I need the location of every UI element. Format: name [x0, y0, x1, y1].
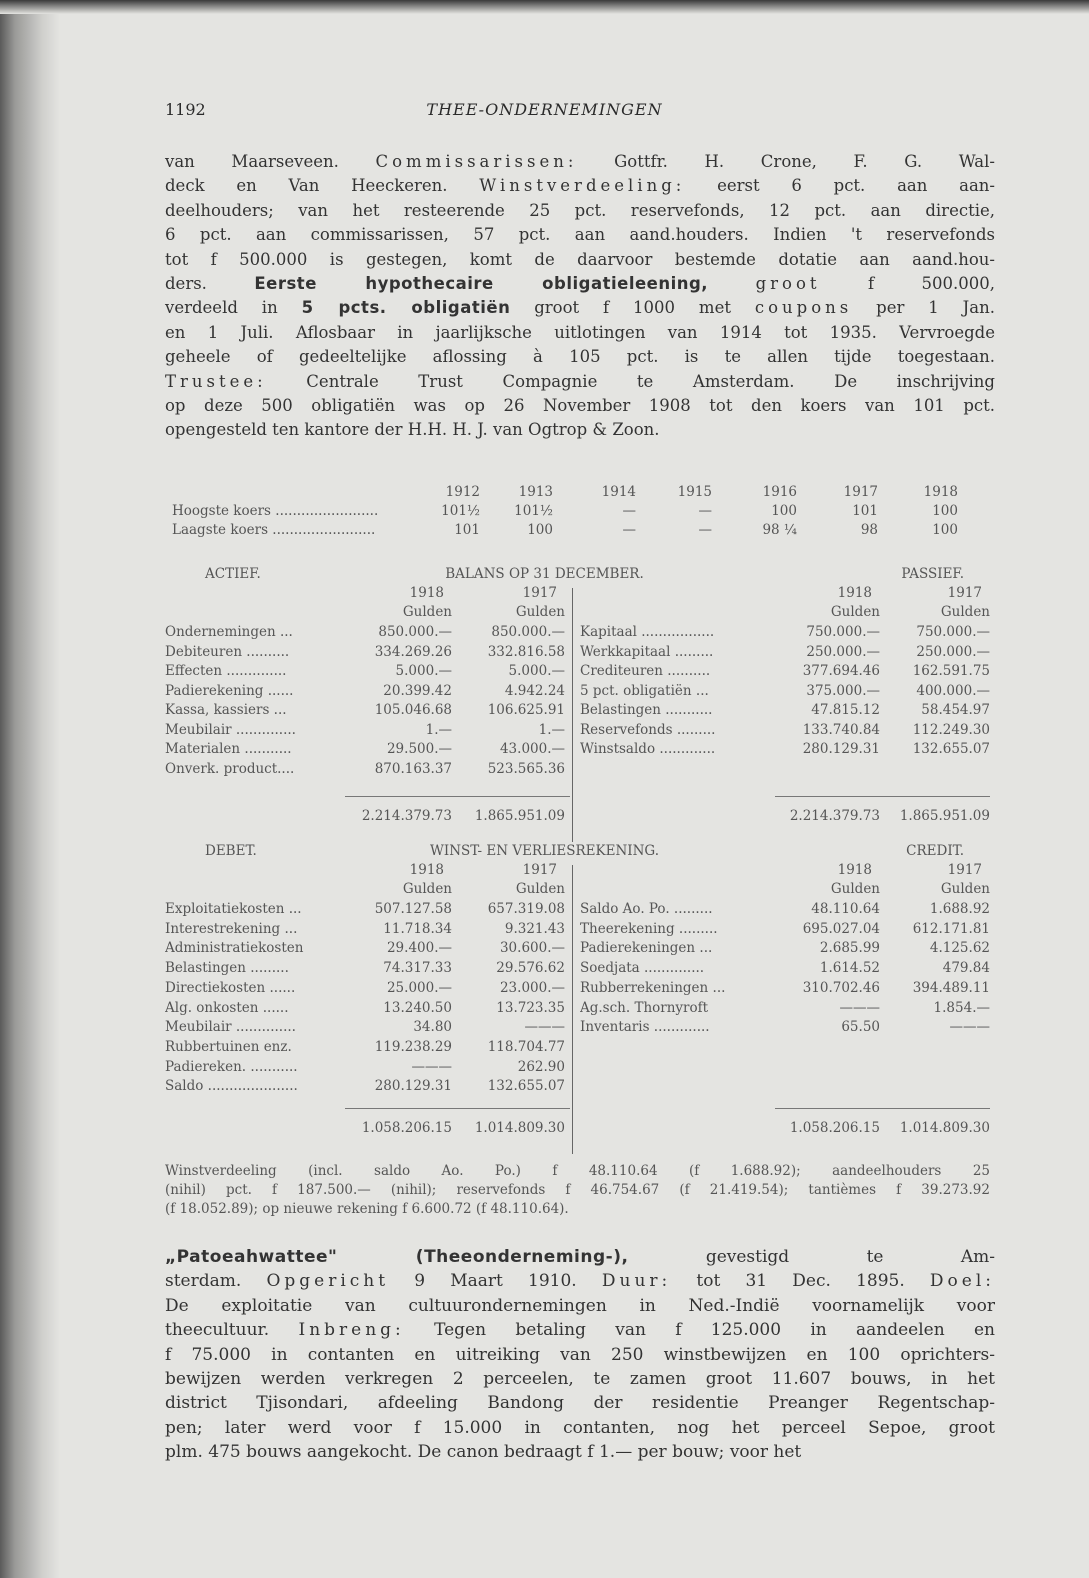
- text-segment: geheele of gedeeltelijke aflossing à 105 pct. is te allen tijde toegestaan.: [165, 347, 995, 367]
- row-label: Saldo Ao. Po. .........: [580, 901, 713, 917]
- year-label: 1915: [677, 484, 712, 500]
- value-1918: 11.718.34: [383, 920, 452, 937]
- value-1917: 612.171.81: [912, 920, 990, 937]
- balans-table: [0, 566, 1089, 826]
- bold-heading: Eerste hypothecaire obligatieleening,: [254, 273, 709, 293]
- note-line: Winstverdeeling (incl. saldo Ao. Po.) f 48.110.64 (f 1.688.92); aandeelhouders 25: [165, 1163, 990, 1179]
- row-label: Rubberrekeningen ...: [580, 979, 726, 996]
- year-label: 1918: [837, 862, 872, 878]
- bold-heading: 5 pcts. obligatiën: [301, 298, 511, 318]
- value-1917: 13.723.35: [496, 999, 565, 1016]
- row-label: Meubilair ..............: [165, 721, 296, 738]
- value-1917: 1.688.92: [929, 901, 990, 917]
- text-segment: theecultuur.: [165, 1320, 299, 1341]
- value-1918: 65.50: [841, 1019, 880, 1036]
- unit-label: Gulden: [940, 881, 990, 897]
- text-segment: 9 Maart 1910.: [389, 1271, 602, 1292]
- koers-value: 101½: [441, 503, 480, 519]
- spaced-term: Winstverdeeling:: [479, 176, 686, 196]
- spaced-term: Duur:: [601, 1271, 672, 1292]
- total-value: 1.058.206.15: [361, 1120, 452, 1136]
- spaced-term: Trustee:: [165, 371, 267, 391]
- page-top-shadow: [0, 0, 1089, 14]
- text-line: [165, 1440, 995, 1464]
- text-segment: f 500.000,: [820, 273, 996, 293]
- value-1917: 400.000.—: [916, 682, 990, 699]
- value-1917: 479.84: [942, 960, 990, 977]
- row-label: Theerekening .........: [580, 920, 718, 937]
- spaced-term: Doel:: [929, 1271, 995, 1292]
- text-line: [165, 272, 995, 296]
- value-1918: ———: [411, 1058, 452, 1075]
- value-1918: 250.000.—: [806, 643, 880, 660]
- row-label: Administratiekosten: [165, 940, 304, 957]
- row-label: Exploitatiekosten ...: [165, 901, 302, 917]
- text-line: [165, 418, 995, 442]
- value-1918: 2.685.99: [819, 940, 880, 957]
- spaced-term: coupons: [754, 298, 853, 318]
- row-label: Werkkapitaal .........: [580, 643, 714, 660]
- year-label: 1918: [837, 585, 872, 601]
- text-line: [165, 1416, 995, 1440]
- koers-value: 101: [454, 522, 480, 538]
- text-segment: bewijzen werden verkregen 2 perceelen, te zamen groot 11.607 bouws, in het: [165, 1368, 995, 1389]
- total-value: 1.865.951.09: [899, 808, 990, 824]
- value-1917: 262.90: [517, 1058, 565, 1075]
- value-1918: 1.—: [425, 721, 452, 738]
- text-line: [165, 1318, 995, 1342]
- row-label: Ondernemingen ...: [165, 624, 293, 640]
- value-1918: 377.694.46: [802, 663, 880, 679]
- value-1917: 112.249.30: [912, 721, 990, 738]
- value-1917: 23.000.—: [499, 979, 565, 996]
- row-label: Materialen ...........: [165, 741, 292, 757]
- row-label: Ag.sch. Thornyroft: [580, 999, 709, 1016]
- text-segment: De exploitatie van cultuurondernemingen in Ned.-Indië voornamelijk voor: [165, 1295, 995, 1316]
- value-1918: 750.000.—: [806, 624, 880, 640]
- value-1917: 43.000.—: [499, 741, 565, 757]
- right-heading: CREDIT.: [906, 843, 964, 859]
- koers-value: 98: [860, 522, 878, 538]
- text-segment: tot f 500.000 is gestegen, komt de daarvoor bestemde dotatie aan aand.hou-: [165, 249, 995, 269]
- value-1918: 74.317.33: [383, 960, 452, 977]
- spaced-term: Opgericht: [266, 1271, 390, 1292]
- year-label: 1917: [522, 862, 557, 878]
- total-value: 2.214.379.73: [361, 808, 452, 824]
- text-segment: sterdam.: [165, 1271, 267, 1292]
- value-1918: 280.129.31: [374, 1078, 452, 1095]
- text-line: [165, 1391, 995, 1415]
- text-segment: [708, 274, 755, 293]
- text-segment: groot f 1000 met: [510, 298, 755, 318]
- total-rule: [345, 1108, 570, 1109]
- row-label: Padierekening ......: [165, 682, 294, 699]
- value-1917: 58.454.97: [921, 702, 990, 718]
- value-1918: 20.399.42: [383, 682, 452, 699]
- row-label: Kassa, kassiers ...: [165, 702, 287, 718]
- bold-heading: „Patoeahwattee" (Theeonderneming-),: [165, 1247, 629, 1267]
- value-1917: 394.489.11: [912, 979, 990, 996]
- text-segment: opengesteld ten kantore der H.H. H. J. van Ogtrop & Zoon.: [165, 420, 660, 440]
- value-1917: 29.576.62: [496, 960, 565, 977]
- value-1917: 332.816.58: [487, 643, 565, 660]
- text-line: [165, 345, 995, 369]
- note-line: (nihil) pct. f 187.500.— (nihil); reservefonds f 46.754.67 (f 21.419.54); tantièmes f 39.273.92: [165, 1182, 990, 1198]
- value-1918: 13.240.50: [383, 999, 452, 1016]
- row-label: Saldo .....................: [165, 1078, 298, 1095]
- year-label: 1913: [518, 484, 553, 500]
- value-1918: 5.000.—: [395, 663, 452, 679]
- value-1917: 850.000.—: [491, 624, 565, 640]
- row-label: Directiekosten ......: [165, 979, 296, 996]
- koers-row: [0, 503, 1089, 523]
- right-heading: PASSIEF.: [901, 566, 964, 582]
- value-1918: 695.027.04: [802, 920, 880, 937]
- koers-value: —: [622, 503, 636, 519]
- text-segment: Centrale Trust Compagnie te Amsterdam. De inschrijving: [266, 371, 995, 391]
- value-1917: 1.—: [538, 721, 565, 738]
- row-label: Debiteuren ..........: [165, 643, 290, 660]
- value-1917: 657.319.08: [487, 901, 565, 917]
- row-label: Reservefonds .........: [580, 721, 716, 738]
- total-rule: [775, 1108, 990, 1109]
- column-divider: [572, 865, 573, 1154]
- row-label: Meubilair ..............: [165, 1019, 296, 1036]
- value-1918: 310.702.46: [802, 979, 880, 996]
- unit-label: Gulden: [515, 604, 565, 620]
- value-1917: 750.000.—: [916, 624, 990, 640]
- winstverdeeling-note: [165, 1162, 990, 1219]
- text-segment: 6 pct. aan commissarissen, 57 pct. aan aand.houders. Indien 't reservefonds: [165, 225, 995, 245]
- unit-label: Gulden: [515, 881, 565, 897]
- value-1917: 106.625.91: [487, 702, 565, 718]
- total-value: 2.214.379.73: [789, 808, 880, 824]
- value-1917: 523.565.36: [487, 760, 565, 777]
- value-1918: 34.80: [413, 1019, 452, 1036]
- row-label: Onverk. product....: [165, 760, 295, 777]
- spaced-term: Commissarissen:: [375, 152, 578, 171]
- row-label: Padierekeningen ...: [580, 940, 713, 957]
- total-value: 1.014.809.30: [474, 1120, 565, 1136]
- koers-value: —: [622, 522, 636, 538]
- koers-row: [0, 522, 1089, 542]
- value-1917: 250.000.—: [916, 643, 990, 660]
- unit-label: Gulden: [940, 604, 990, 620]
- text-line: [165, 321, 995, 345]
- year-label: 1918: [923, 484, 958, 500]
- row-label: Hoogste koers ........................: [172, 503, 379, 519]
- year-label: 1917: [522, 585, 557, 601]
- value-1917: 30.600.—: [499, 940, 565, 957]
- koers-value: —: [698, 503, 712, 519]
- text-segment: verdeeld in: [165, 298, 302, 318]
- text-line: [165, 1245, 995, 1269]
- value-1917: ———: [524, 1019, 565, 1036]
- row-label: Alg. onkosten ......: [165, 999, 289, 1016]
- value-1917: 118.704.77: [487, 1038, 565, 1055]
- value-1918: 119.238.29: [374, 1038, 452, 1055]
- total-value: 1.865.951.09: [474, 808, 565, 824]
- row-label: Winstsaldo .............: [580, 741, 716, 757]
- row-label: Rubbertuinen enz.: [165, 1038, 292, 1055]
- total-value: 1.014.809.30: [899, 1120, 990, 1136]
- text-line: [165, 394, 995, 418]
- value-1918: 25.000.—: [386, 979, 452, 996]
- koers-value: 98 ¼: [762, 522, 797, 538]
- text-segment: deck en Van Heeckeren.: [165, 176, 480, 196]
- value-1917: ———: [949, 1019, 990, 1036]
- text-line: [165, 248, 995, 272]
- value-1917: 1.854.—: [933, 999, 990, 1016]
- year-label: 1917: [947, 585, 982, 601]
- value-1918: 133.740.84: [802, 721, 880, 738]
- row-label: Crediteuren ..........: [580, 663, 711, 679]
- row-label: Belastingen .........: [165, 960, 289, 977]
- text-segment: gevestigd te Am-: [628, 1247, 995, 1267]
- unit-label: Gulden: [402, 881, 452, 897]
- text-line: [165, 1343, 995, 1367]
- value-1918: 29.500.—: [386, 741, 452, 757]
- text-line: [165, 296, 995, 320]
- text-segment: deelhouders; van het resteerende 25 pct. reservefonds, 12 pct. aan directie,: [165, 200, 995, 220]
- left-heading: ACTIEF.: [205, 566, 261, 582]
- year-label: 1917: [843, 484, 878, 500]
- text-segment: Tegen betaling van f 125.000 in aandeelen en: [404, 1320, 995, 1341]
- year-label: 1912: [445, 484, 480, 500]
- text-segment: plm. 475 bouws aangekocht. De canon bedraagt f 1.— per bouw; voor het: [165, 1442, 802, 1463]
- value-1917: 4.125.62: [929, 940, 990, 957]
- text-segment: per 1 Jan.: [852, 298, 995, 318]
- text-line: [165, 1269, 995, 1293]
- value-1918: 48.110.64: [811, 901, 880, 917]
- value-1918: 29.400.—: [386, 940, 452, 957]
- value-1918: 1.614.52: [819, 960, 880, 977]
- value-1917: 162.591.75: [912, 663, 990, 679]
- text-segment: tot 31 Dec. 1895.: [671, 1271, 930, 1292]
- table-title: WINST- EN VERLIESREKENING.: [429, 843, 660, 859]
- koers-value: 100: [932, 503, 958, 519]
- unit-label: Gulden: [830, 881, 880, 897]
- value-1918: ———: [839, 999, 880, 1016]
- row-label: 5 pct. obligatiën ...: [580, 682, 709, 699]
- value-1918: 105.046.68: [374, 702, 452, 718]
- spaced-term: Inbreng:: [298, 1320, 405, 1341]
- paragraph-company-details: [165, 150, 995, 443]
- row-label: Inventaris .............: [580, 1019, 710, 1036]
- value-1918: 280.129.31: [802, 741, 880, 757]
- paragraph-patoeahwattee: [165, 1245, 995, 1465]
- year-label: 1916: [762, 484, 797, 500]
- text-line: [165, 1367, 995, 1391]
- text-line: [165, 370, 995, 394]
- value-1918: 47.815.12: [811, 702, 880, 718]
- koers-value: 101: [852, 503, 878, 519]
- row-label: Kapitaal .................: [580, 624, 715, 640]
- row-label: Belastingen ...........: [580, 702, 713, 718]
- text-segment: eerst 6 pct. aan aan-: [685, 176, 995, 196]
- value-1918: 334.269.26: [374, 643, 452, 660]
- text-line: [165, 1294, 995, 1318]
- value-1918: 870.163.37: [374, 760, 452, 777]
- unit-label: Gulden: [402, 604, 452, 620]
- text-segment: pen; later werd voor f 15.000 in contanten, nog het perceel Sepoe, groot: [165, 1417, 995, 1438]
- year-label: 1917: [947, 862, 982, 878]
- text-segment: en 1 Juli. Aflosbaar in jaarlijksche uitlotingen van 1914 tot 1935. Vervroegde: [165, 322, 995, 342]
- left-heading: DEBET.: [205, 843, 257, 859]
- column-divider: [572, 588, 573, 842]
- total-rule: [775, 796, 990, 797]
- value-1918: 850.000.—: [378, 624, 452, 640]
- value-1917: 5.000.—: [508, 663, 565, 679]
- year-header-row: [0, 484, 1089, 504]
- winst-verlies-table: [0, 843, 1089, 1143]
- text-line: [165, 199, 995, 223]
- koers-value: 100: [932, 522, 958, 538]
- page-number: 1192: [165, 100, 206, 119]
- value-1918: 507.127.58: [374, 901, 452, 917]
- row-label: Effecten ..............: [165, 663, 287, 679]
- text-line: [165, 223, 995, 247]
- value-1917: 132.655.07: [912, 741, 990, 757]
- value-1917: 9.321.43: [504, 920, 565, 937]
- koers-value: —: [698, 522, 712, 538]
- text-segment: van Maarseveen.: [165, 152, 376, 171]
- spaced-term: groot: [755, 273, 821, 293]
- koers-value: 100: [527, 522, 553, 538]
- row-label: Soedjata ..............: [580, 960, 705, 977]
- table-title: BALANS OP 31 DECEMBER.: [445, 566, 644, 582]
- text-segment: ders.: [165, 273, 255, 293]
- text-line: [165, 174, 995, 198]
- unit-label: Gulden: [830, 604, 880, 620]
- text-segment: f 75.000 in contanten en uitreiking van 250 winstbewijzen en 100 oprichters-: [165, 1344, 995, 1365]
- row-label: Laagste koers ........................: [172, 522, 376, 538]
- koers-value: 100: [771, 503, 797, 519]
- row-label: Padiereken. ...........: [165, 1058, 298, 1075]
- text-line: [165, 150, 995, 174]
- row-label: Interestrekening ...: [165, 920, 298, 937]
- text-segment: district Tjisondari, afdeeling Bandong der residentie Preanger Regentschap-: [165, 1393, 995, 1414]
- running-title: THEE-ONDERNEMINGEN: [426, 100, 663, 119]
- value-1918: 375.000.—: [806, 682, 880, 699]
- value-1917: 4.942.24: [504, 682, 565, 699]
- value-1917: 132.655.07: [487, 1078, 565, 1095]
- koers-value: 101½: [514, 503, 553, 519]
- year-label: 1918: [409, 862, 444, 878]
- total-value: 1.058.206.15: [789, 1120, 880, 1136]
- text-segment: Gottfr. H. Crone, F. G. Wal-: [577, 152, 995, 171]
- year-label: 1914: [601, 484, 636, 500]
- text-segment: op deze 500 obligatiën was op 26 November 1908 tot den koers van 101 pct.: [165, 395, 995, 415]
- total-rule: [345, 796, 570, 797]
- note-line: (f 18.052.89); op nieuwe rekening f 6.600.72 (f 48.110.64).: [165, 1201, 569, 1217]
- year-label: 1918: [409, 585, 444, 601]
